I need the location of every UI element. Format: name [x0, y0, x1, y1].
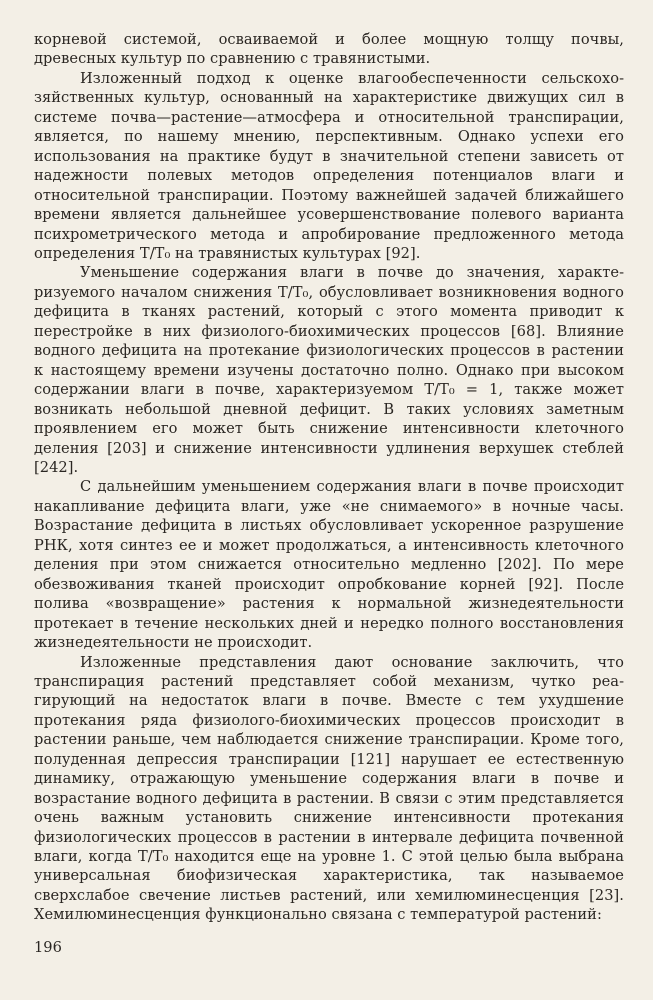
paragraph-3: Уменьшение содержания влаги в почве до значения, характеризуемого началом снижения T/T₀, обусловливает возникновения водного дефицита в тканях растений, который с этого момента приводит к перестройке в них физиолого-биохимических процессов [68]. Влияние водного дефицита на протекание физиологических процессов в растении к настоящему времени изучены достаточно полно. Однако при высоком содержании влаги в почве, характеризуемом T/T₀ = 1, также может возникать небольшой дневной дефицит. В таких условиях заметным проявлением его может быть снижение интенсивности клеточного деления [203] и снижение интенсивности удлинения верхушек стеблей [242].	[34, 264, 624, 476]
paragraph-5: Изложенные представления дают основание заключить, что транспирация растений представляет собой механизм, чутко реагирующий на недостаток влаги в почве. Вместе с тем ухудшение протекания ряда физиолого-биохимических процессов происходит в растении раньше, чем наблюдается снижение транспирации. Кроме того, полуденная депрессия транспирации [121] нарушает ее естественную динамику, отражающую уменьшение содержания влаги в почве и возрастание водного дефицита в растении. В связи с этим представляется очень важным установить снижение интенсивности протекания физиологических процессов в растении в интервале дефицита почвенной влаги, когда T/T₀ находится еще на уровне 1. С этой целью была выбрана универсальная биофизическая характеристика, так называемое сверхслабое свечение листьев растений, или хемилюминесценция [23]. Хемилюминесценция функционально связана с температурой растений:	[34, 653, 624, 924]
paragraph-4: С дальнейшим уменьшением содержания влаги в почве происходит накапливание дефицита влаги, уже «не снимаемого» в ночные часы. Возрастание дефицита в листьях обусловливает ускоренное разрушение РНК, хотя синтез ее и может продолжаться, а интенсивность клеточного деления при этом снижается относительно медленно [202]. По мере обезвоживания тканей происходит опробкование корней [92]. После полива «возвращение» растения к нормальной жизнедеятельности протекает в течение нескольких дней и нередко полного восстановления жизнедеятельности не происходит.	[34, 478, 624, 652]
paragraph-1: корневой системой, осваиваемой и более мощную толщу почвы, древесных культур по сравнению с травянистыми.	[34, 31, 624, 68]
page-body	[34, 30, 624, 925]
paragraph-2: Изложенный подход к оценке влагообеспеченности сельскохозяйственных культур, основанный на характеристике движущих сил в системе почва—растение—атмосфера и относительной транспирации, является, по нашему мнению, перспективным. Однако успехи его использования на практике будут в значительной степени зависеть от надежности полевых методов определения потенциалов влаги и относительной транспирации. Поэтому важнейшей задачей ближайшего времени является дальнейшее усовершенствование полевого варианта психрометрического метода и апробирование предложенного метода определения T/T₀ на травянистых культурах [92].	[34, 69, 624, 262]
page-number: 196	[34, 939, 62, 956]
